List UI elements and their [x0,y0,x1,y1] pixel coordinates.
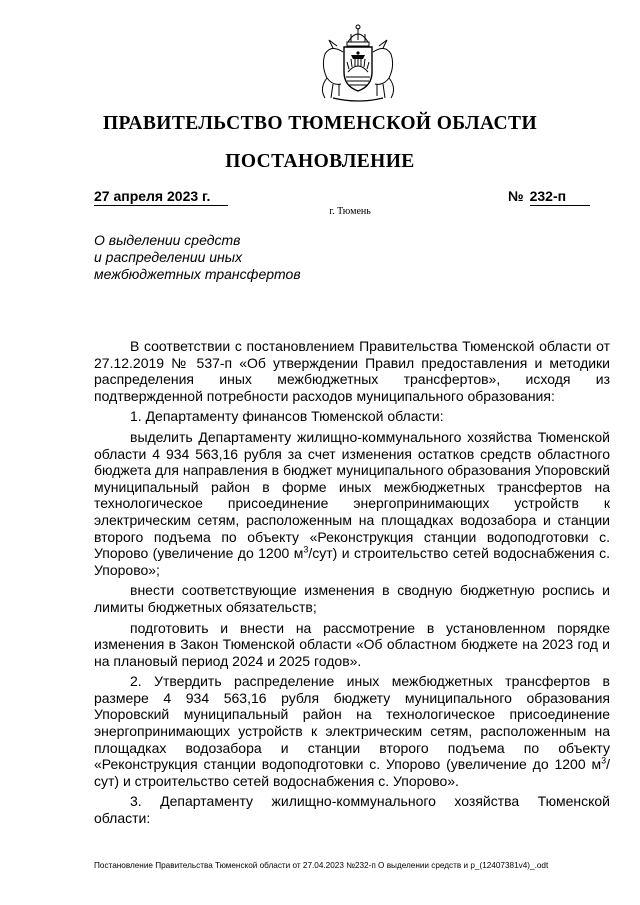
subject-line: и распределении иных [94,249,243,265]
document-number [508,188,590,206]
document-body [94,338,610,831]
city: г. Тюмень [329,206,371,217]
subject-line: межбюджетных трансфертов [94,266,301,282]
document-type: ПОСТАНОВЛЕНИЕ [225,151,415,172]
paragraph-item-2: 2. Утвердить распределение иных межбюджетных трансфертов в размере 4 934 563,16 рубля бюджету муниципального образования Упоровский муниципальный район на технологическое присоединение энергопринимающих устройств к электрическим сетям, расположенным на площадках водозабора и станции второго подъема по объекту «Реконструкция станции водоподготовки с. Упорово (увеличение до 1200 $м^3/сут$) и строительство сетей водоснабжения с. Упорово». [94,673,610,789]
paragraph-allocate: выделить Департаменту жилищно-коммунального хозяйства Тюменской области 4 934 563,16 рубля за счет изменения остатков средств областного бюджета для направления в бюджет муниципального образования Упоровский муниципальный район в форме иных межбюджетных трансфертов на технологическое присоединение энергопринимающих устройств к электрическим сетям, расположенным на площадках водозабора и станции второго подъема по объекту «Реконструкция станции водоподготовки с. Упорово (увеличение до 1200 $м^3/сут$) и строительство сетей водоснабжения с. Упорово»; [94,428,610,578]
paragraph-law-changes: подготовить и внести на рассмотрение в установленном порядке изменения в Закон Тюменской области «Об областном бюджете на 2023 год и на плановый период 2024 и 2025 годов». [94,619,610,669]
document-subject [94,232,301,283]
footer-filename: Постановление Правительства Тюменской области от 27.04.2023 №232-п О выделении средств и р_(12407381v4)_.odt [94,861,549,870]
paragraph-amend-budget: внести соответствующие изменения в сводную бюджетную роспись и лимиты бюджетных обязательств; [94,582,610,615]
number-value: 232-п [530,188,590,206]
paragraph-preamble: В соответствии с постановлением Правительства Тюменской области от 27.12.2019 № 537-п «Об утверждении Правил предоставления и методики распределения иных межбюджетных трансфертов», исходя из подтвержденной потребности расходов муниципального образования: [94,338,610,404]
document-date: 27 апреля 2023 г. [94,188,228,206]
paragraph-item-1: 1. Департаменту финансов Тюменской области: [130,408,444,425]
government-title: ПРАВИТЕЛЬСТВО ТЮМЕНСКОЙ ОБЛАСТИ [102,113,538,134]
subject-line: О выделении средств [94,232,241,248]
coat-of-arms-icon [313,22,403,104]
number-sign: № [508,188,524,204]
paragraph-item-3: 3. Департаменту жилищно-коммунального хозяйства Тюменской области: [94,793,610,827]
